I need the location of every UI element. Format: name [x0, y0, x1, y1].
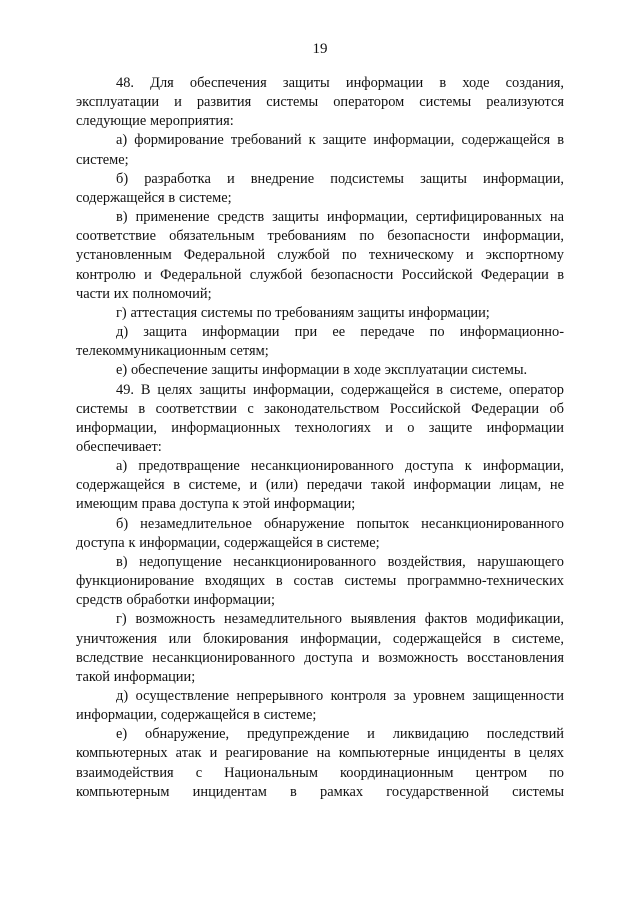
paragraph-49-v: в) недопущение несанкционированного воздействия, нарушающего функционирование входящих в состав системы программно-технических средств обработки информации; — [76, 553, 564, 609]
paragraph-48-d: д) защита информации при ее передаче по информационно-телекоммуникационным сетям; — [76, 324, 564, 360]
paragraph-48-g: г) аттестация системы по требованиям защиты информации; — [116, 304, 490, 321]
paragraph-49-intro: 49. В целях защиты информации, содержащейся в системе, оператор системы в соответствии с законодательством Российской Федерации об информации, информационных технологиях и о защите информации обеспечивает: — [76, 381, 564, 455]
document-body — [76, 74, 564, 802]
paragraph-48-a: а) формирование требований к защите информации, содержащейся в системе; — [76, 132, 564, 168]
paragraph-48-b: б) разработка и внедрение подсистемы защиты информации, содержащейся в системе; — [76, 170, 564, 206]
page-number: 19 — [312, 41, 328, 57]
paragraph-48-intro: 48. Для обеспечения защиты информации в ходе создания, эксплуатации и развития системы оператором системы реализуются следующие мероприятия: — [76, 75, 564, 130]
paragraph-49-e: е) обнаружение, предупреждение и ликвидацию последствий компьютерных атак и реагирование на компьютерные инциденты в целях взаимодействия с Национальным координационным центром по компьютерным инцидентам в рамках государственной системы — [76, 726, 564, 800]
paragraph-48-e: е) обеспечение защиты информации в ходе эксплуатации системы. — [116, 362, 528, 379]
paragraph-49-b: б) незамедлительное обнаружение попыток несанкционированного доступа к информации, содержащейся в системе; — [76, 515, 564, 551]
paragraph-49-g: г) возможность незамедлительного выявления фактов модификации, уничтожения или блокирования информации, содержащейся в системе, вследствие несанкционированного доступа и возможность восстановления такой информации; — [76, 611, 564, 685]
paragraph-48-v: в) применение средств защиты информации, сертифицированных на соответствие обязательным требованиям по безопасности информации, установленным Федеральной службой по техническому и экспортному контролю и Федеральной службой безопасности Российской Федерации в части их полномочий; — [76, 209, 564, 302]
paragraph-49-a: а) предотвращение несанкционированного доступа к информации, содержащейся в системе, и (или) передачи такой информации лицам, не имеющим права доступа к этой информации; — [76, 458, 564, 513]
paragraph-49-d: д) осуществление непрерывного контроля за уровнем защищенности информации, содержащейся в системе; — [76, 688, 564, 724]
